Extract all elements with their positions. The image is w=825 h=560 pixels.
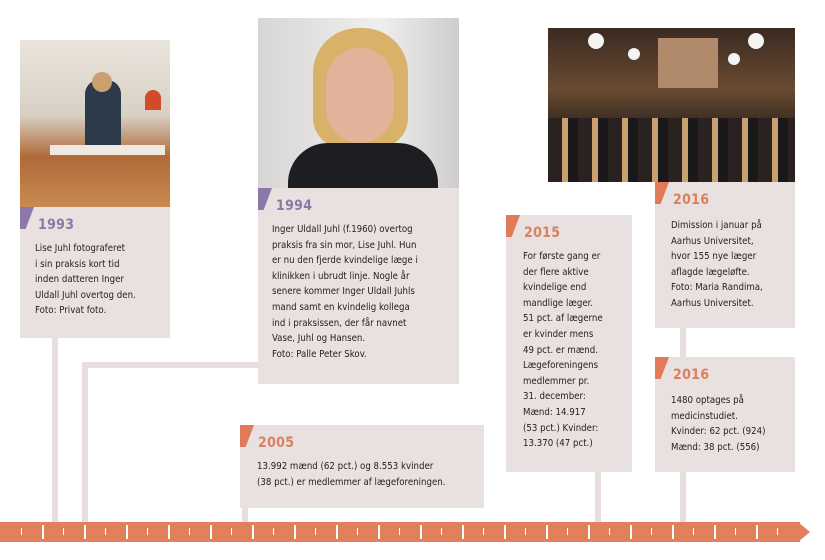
card-text: 13.992 mænd (62 pct.) og 8.553 kvinder (38 pct.) er medlemmer af lægeforeningen. bbox=[257, 461, 446, 488]
card-year: 2016 bbox=[673, 367, 710, 383]
minor-tick bbox=[147, 528, 148, 535]
major-tick bbox=[546, 525, 548, 539]
minor-tick bbox=[693, 528, 694, 535]
card-text: Inger Uldall Juhl (f.1960) overtog praksis fra sin mor, Lise Juhl. Hun er nu den fjerde kvindelige læge i klinikken i ubrudt linje. Nogle år senere kommer Inger Uldall Juhls mand samt en kvindelig kollega ind i praksissen, der får navnet Vase, Juhl og Hansen. Foto: Palle Peter Skov. bbox=[272, 224, 418, 360]
minor-tick bbox=[483, 528, 484, 535]
connector-line bbox=[82, 362, 88, 522]
minor-tick bbox=[441, 528, 442, 535]
card-year: 1993 bbox=[38, 217, 75, 233]
major-tick bbox=[210, 525, 212, 539]
card-text: 1480 optages på medicinstudiet. Kvinder: 62 pct. (924) Mænd: 38 pct. (556) bbox=[671, 395, 766, 453]
minor-tick bbox=[315, 528, 316, 535]
minor-tick bbox=[525, 528, 526, 535]
flag-marker bbox=[655, 357, 669, 379]
minor-tick bbox=[777, 528, 778, 535]
minor-tick bbox=[231, 528, 232, 535]
card-text: For første gang er der flere aktive kvindelige end mandlige læger. 51 pct. af lægerne er kvinder mens 49 pct. er mænd. Lægeforeningens medlemmer pr. 31. december: Mænd: 14.917 (53 pct.) Kvinder: 13.370 (47 pct.) bbox=[523, 251, 603, 450]
minor-tick bbox=[567, 528, 568, 535]
minor-tick bbox=[609, 528, 610, 535]
photo-lise-juhl bbox=[20, 40, 170, 207]
timeline-bar bbox=[0, 522, 800, 542]
connector-line bbox=[680, 470, 686, 522]
photo-inger-uldall-juhl bbox=[258, 18, 459, 188]
photo-graduation-ceremony bbox=[548, 28, 795, 182]
card-year: 1994 bbox=[276, 198, 313, 214]
card-year: 2015 bbox=[524, 225, 561, 241]
flag-marker bbox=[258, 188, 272, 210]
major-tick bbox=[336, 525, 338, 539]
minor-tick bbox=[189, 528, 190, 535]
major-tick bbox=[756, 525, 758, 539]
timeline-arrow-icon bbox=[798, 522, 810, 542]
minor-tick bbox=[105, 528, 106, 535]
major-tick bbox=[672, 525, 674, 539]
connector-line bbox=[595, 470, 601, 522]
major-tick bbox=[462, 525, 464, 539]
flag-marker bbox=[240, 425, 254, 447]
connector-line bbox=[680, 326, 686, 358]
connector-line bbox=[82, 362, 258, 368]
timeline-card-1993 bbox=[20, 207, 170, 338]
major-tick bbox=[420, 525, 422, 539]
flag-marker bbox=[655, 182, 669, 204]
timeline-card-2015 bbox=[506, 215, 632, 472]
minor-tick bbox=[357, 528, 358, 535]
timeline-card-1994 bbox=[258, 188, 459, 384]
minor-tick bbox=[21, 528, 22, 535]
major-tick bbox=[84, 525, 86, 539]
major-tick bbox=[504, 525, 506, 539]
flag-marker bbox=[20, 207, 34, 229]
major-tick bbox=[126, 525, 128, 539]
minor-tick bbox=[273, 528, 274, 535]
major-tick bbox=[252, 525, 254, 539]
connector-line bbox=[52, 338, 58, 522]
timeline-card-2016-admission bbox=[655, 357, 795, 472]
minor-tick bbox=[63, 528, 64, 535]
timeline-card-2016-dimission bbox=[655, 182, 795, 328]
major-tick bbox=[378, 525, 380, 539]
major-tick bbox=[588, 525, 590, 539]
timeline-card-2005 bbox=[240, 425, 484, 508]
minor-tick bbox=[735, 528, 736, 535]
card-text: Lise Juhl fotograferet i sin praksis kort tid inden datteren Inger Uldall Juhl overtog den. Foto: Privat foto. bbox=[35, 243, 136, 317]
major-tick bbox=[294, 525, 296, 539]
card-year: 2005 bbox=[258, 435, 295, 451]
major-tick bbox=[630, 525, 632, 539]
minor-tick bbox=[651, 528, 652, 535]
major-tick bbox=[42, 525, 44, 539]
card-year: 2016 bbox=[673, 192, 710, 208]
flag-marker bbox=[506, 215, 520, 237]
card-text: Dimission i januar på Aarhus Universitet, hvor 155 nye læger aflagde lægeløfte. Foto: Maria Randima, Aarhus Universitet. bbox=[671, 220, 763, 309]
major-tick bbox=[714, 525, 716, 539]
minor-tick bbox=[399, 528, 400, 535]
major-tick bbox=[168, 525, 170, 539]
